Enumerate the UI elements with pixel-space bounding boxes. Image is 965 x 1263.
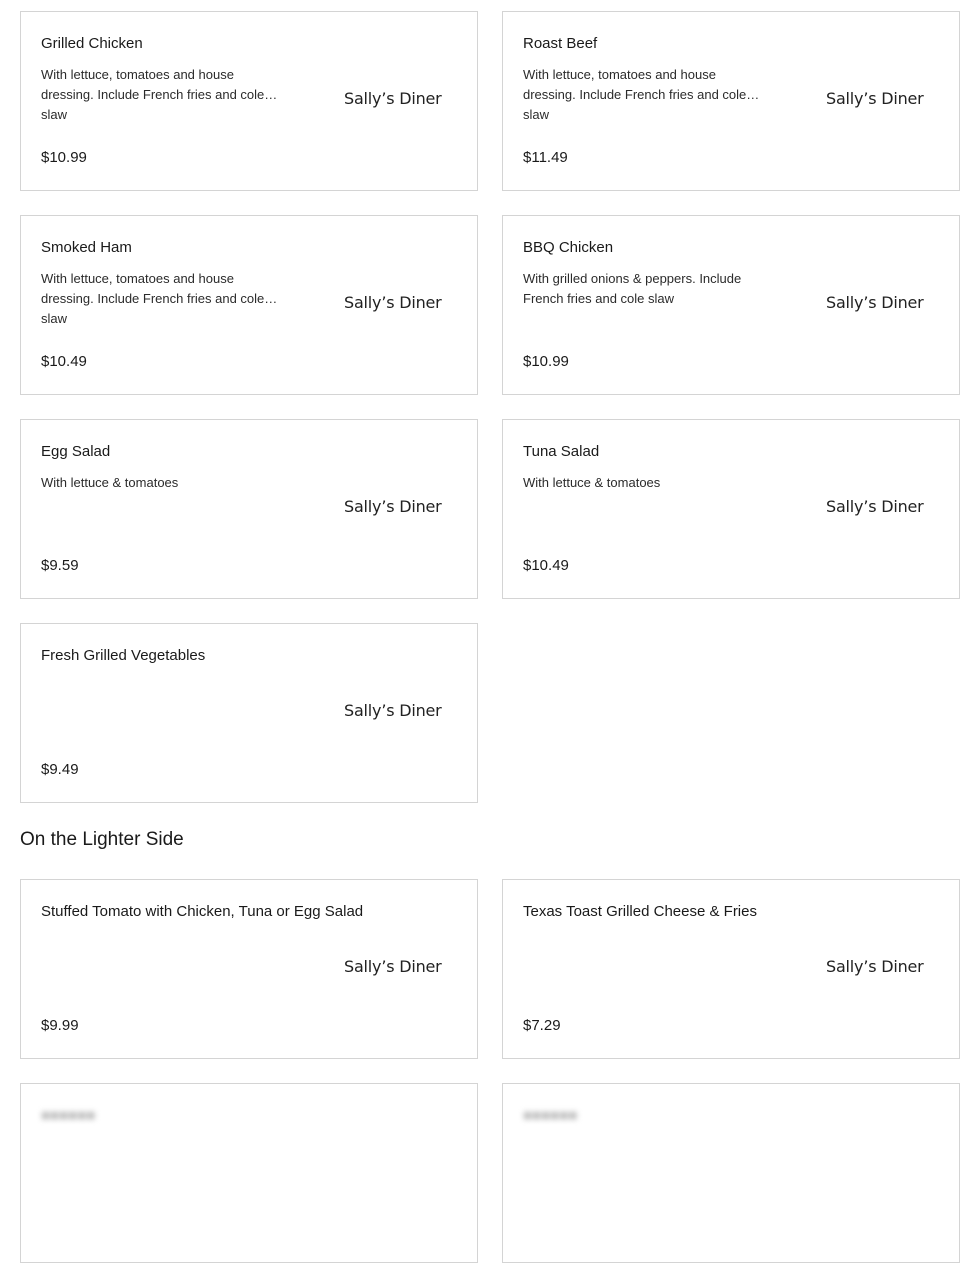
item-description: With grilled onions & peppers. Include French fries and cole slaw: [523, 271, 742, 306]
menu-item-grid: [20, 11, 960, 803]
item-name: Tuna Salad: [523, 443, 600, 460]
item-name: Roast Beef: [523, 35, 598, 52]
item-name-faded: ■■■■■■: [41, 1107, 96, 1124]
item-description: With lettuce, tomatoes and house dressing. Include French fries and cole slaw: [41, 67, 265, 122]
menu-item-card[interactable]: [20, 623, 478, 803]
item-price: $7.29: [523, 1017, 561, 1034]
restaurant-name: Sally’s Diner: [826, 89, 924, 108]
menu-item-card[interactable]: [502, 11, 960, 191]
menu-item-card[interactable]: [502, 879, 960, 1059]
restaurant-name: Sally’s Diner: [344, 89, 442, 108]
item-price: $9.49: [41, 761, 79, 778]
menu-item-card[interactable]: [20, 215, 478, 395]
item-price: $10.49: [523, 557, 569, 574]
menu-item-card[interactable]: [20, 419, 478, 599]
item-price: $10.49: [41, 353, 87, 370]
item-description: With lettuce, tomatoes and house dressing. Include French fries and cole slaw: [523, 67, 747, 122]
restaurant-name: Sally’s Diner: [344, 293, 442, 312]
section-title: On the Lighter Side: [20, 829, 184, 850]
menu-item-card[interactable]: [502, 215, 960, 395]
item-price: $10.99: [523, 353, 569, 370]
item-description: With lettuce & tomatoes: [523, 475, 661, 490]
item-description: With lettuce & tomatoes: [41, 475, 179, 490]
item-name-faded: ■■■■■■: [523, 1107, 578, 1124]
restaurant-name: Sally’s Diner: [344, 957, 442, 976]
menu-item-grid: [20, 879, 960, 1263]
menu-item-card[interactable]: [20, 11, 478, 191]
item-name: Smoked Ham: [41, 239, 132, 256]
item-price: $10.99: [41, 149, 87, 166]
menu-item-card-partial[interactable]: [502, 1083, 960, 1263]
item-name: Stuffed Tomato with Chicken, Tuna or Egg Salad: [41, 903, 364, 920]
item-price: $9.99: [41, 1017, 79, 1034]
menu-item-card-partial[interactable]: [20, 1083, 478, 1263]
restaurant-name: Sally’s Diner: [826, 293, 924, 312]
restaurant-name: Sally’s Diner: [344, 701, 442, 720]
item-price: $11.49: [523, 149, 568, 166]
item-price: $9.59: [41, 557, 79, 574]
restaurant-name: Sally’s Diner: [826, 497, 924, 516]
item-name: BBQ Chicken: [523, 239, 614, 256]
restaurant-name: Sally’s Diner: [344, 497, 442, 516]
item-name: Fresh Grilled Vegetables: [41, 647, 206, 664]
item-name: Texas Toast Grilled Cheese & Fries: [523, 903, 757, 920]
item-description: With lettuce, tomatoes and house dressing. Include French fries and cole slaw: [41, 271, 265, 326]
restaurant-name: Sally’s Diner: [826, 957, 924, 976]
item-name: Grilled Chicken: [41, 35, 143, 52]
item-name: Egg Salad: [41, 443, 111, 460]
menu-item-card[interactable]: [20, 879, 478, 1059]
menu-item-card[interactable]: [502, 419, 960, 599]
